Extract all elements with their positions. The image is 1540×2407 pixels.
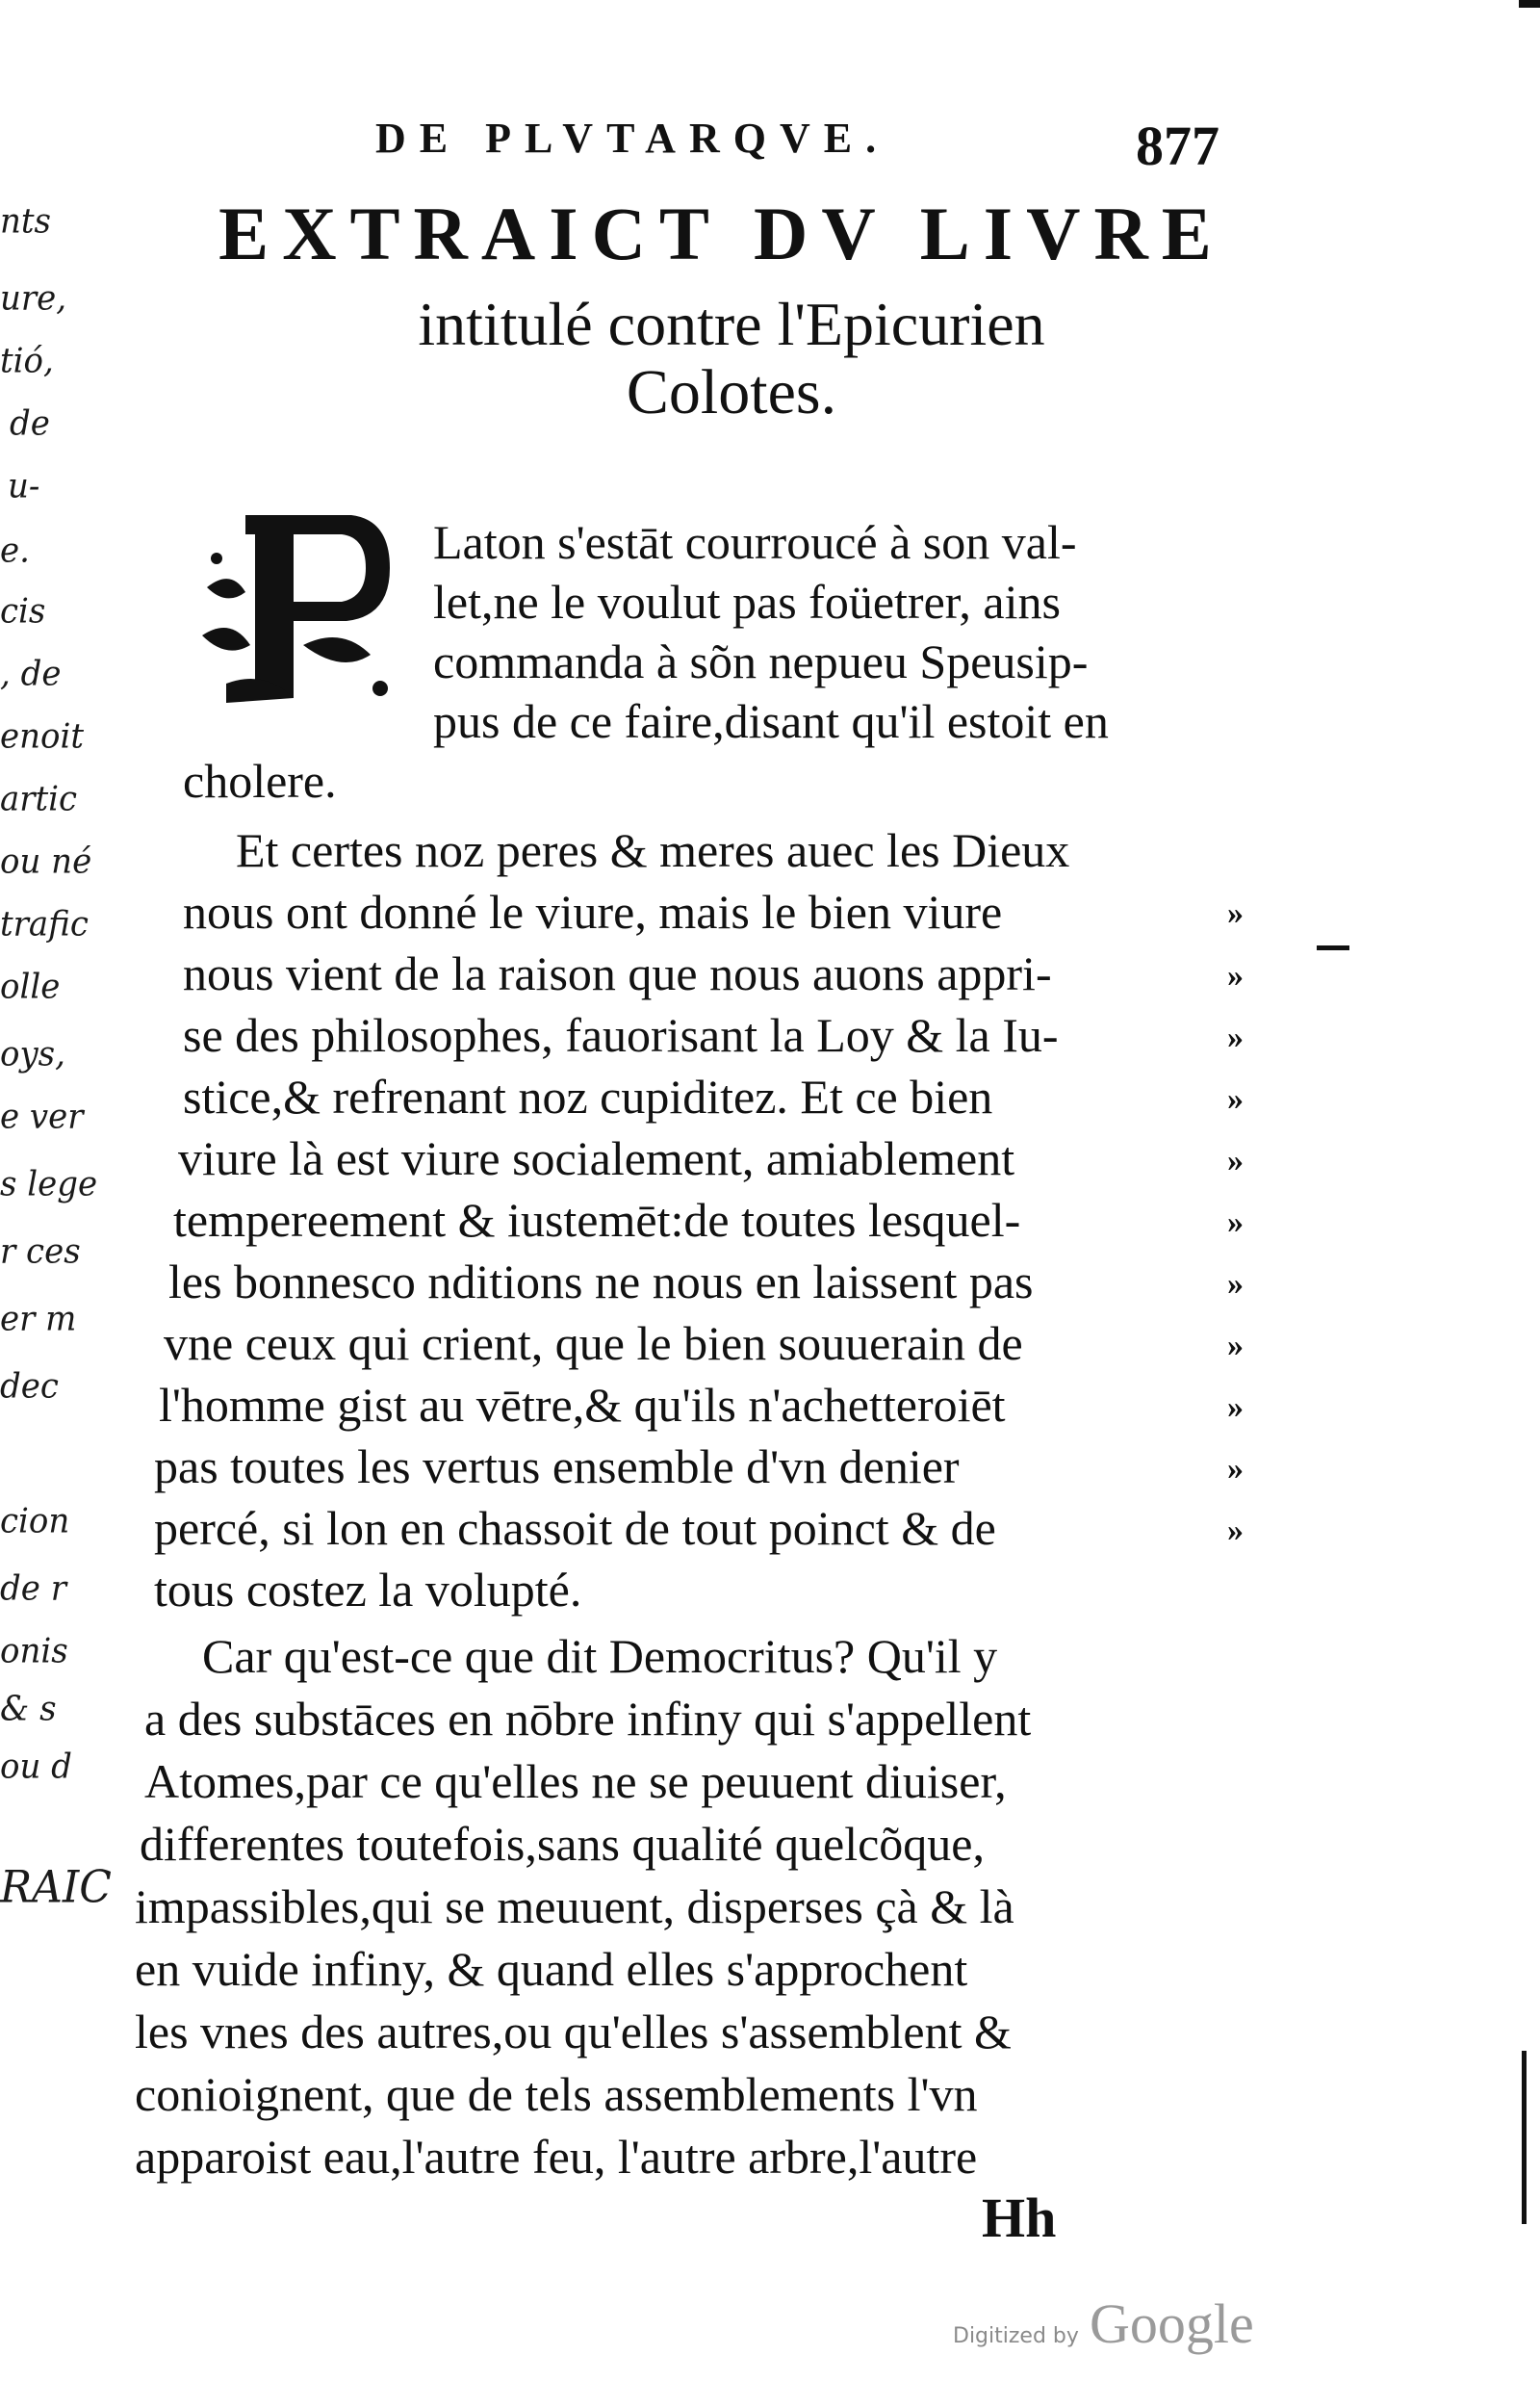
digitized-by-watermark: [953, 2291, 1254, 2356]
margin-quote-mark: »: [1227, 1081, 1244, 1117]
margin-quote-mark: »: [1227, 1204, 1244, 1240]
body-line: differentes toutefois,sans qualité quelcõque,: [140, 1817, 985, 1871]
margin-quote-mark: »: [1227, 1266, 1244, 1302]
bleed-line: & s: [0, 1689, 57, 1729]
facing-page-bleed: [0, 0, 112, 2022]
body-line: les bonnesco nditions ne nous en laissent pas: [168, 1255, 1034, 1308]
bleed-line: artic: [0, 779, 78, 819]
body-line: apparoist eau,l'autre feu, l'autre arbre,l'autre: [135, 2130, 978, 2184]
google-wordmark: Google: [1090, 2292, 1254, 2355]
body-line: pas toutes les vertus ensemble d'vn denier: [154, 1439, 960, 1493]
body-line: Car qu'est-ce que dit Democritus? Qu'il y: [202, 1629, 998, 1683]
body-line: tous costez la volupté.: [154, 1563, 582, 1617]
bleed-line: , de: [0, 654, 62, 694]
digitized-by-label: Digitized by: [953, 2324, 1079, 2348]
body-line: a des substāces en nōbre infiny qui s'appellent: [144, 1692, 1032, 1746]
bleed-line: enoit: [0, 716, 85, 757]
corner-ink-mark: [1519, 0, 1540, 8]
signature-mark: Hh: [982, 2187, 1057, 2249]
bleed-line: de: [10, 403, 50, 444]
bleed-line: e.: [0, 531, 30, 571]
bleed-line: cion: [0, 1501, 70, 1541]
page-edge-mark: [1522, 2051, 1527, 2224]
body-line: conioignent, que de tels assemblements l'vn: [135, 2067, 978, 2121]
bleed-line: s lege: [0, 1164, 98, 1204]
bleed-line: RAIC: [0, 1861, 112, 1914]
bleed-line: e ver: [0, 1097, 84, 1137]
body-line: Et certes noz peres & meres auec les Dieux: [236, 823, 1070, 877]
body-line: nous ont donné le viure, mais le bien viure: [183, 885, 1003, 939]
body-line: pus de ce faire,disant qu'il estoit en: [433, 694, 1109, 748]
bleed-line: dec: [0, 1366, 59, 1407]
bleed-line: oys,: [0, 1034, 65, 1074]
body-line: se des philosophes, fauorisant la Loy & la Iu-: [183, 1008, 1059, 1062]
body-line: cholere.: [183, 754, 337, 808]
body-line: commanda à sõn nepueu Speusip-: [433, 634, 1089, 688]
body-line: stice,& refrenant noz cupiditez. Et ce bien: [183, 1070, 993, 1124]
title-line-2: intitulé contre l'Epicurien: [418, 290, 1045, 358]
bleed-line: ou né: [0, 841, 92, 882]
body-line: en vuide infiny, & quand elles s'approchent: [135, 1942, 968, 1996]
bleed-line: trafic: [0, 904, 89, 945]
margin-quote-mark: »: [1227, 1020, 1244, 1055]
margin-quote-mark: »: [1227, 1389, 1244, 1425]
body-line: les vnes des autres,ou qu'elles s'assemblent &: [135, 2005, 1012, 2058]
bleed-line: onis: [0, 1631, 68, 1671]
body-line: nous vient de la raison que nous auons appri-: [183, 946, 1052, 1000]
body-line: tempereement & iustemēt:de toutes lesquel-: [173, 1193, 1021, 1247]
title-line-3: Colotes.: [626, 357, 837, 427]
bleed-line: olle: [0, 967, 61, 1007]
body-line: impassibles,qui se meuuent, disperses çà & là: [135, 1879, 1014, 1933]
margin-quote-mark: »: [1227, 1328, 1244, 1363]
bleed-line: tió,: [0, 341, 54, 381]
body-line: Atomes,par ce qu'elles ne se peuuent diuiser,: [144, 1754, 1007, 1808]
bleed-line: u-: [8, 466, 40, 506]
running-head: DE PLVTARQVE.: [375, 115, 890, 162]
margin-quote-mark: »: [1227, 895, 1244, 931]
page-number: 877: [1136, 115, 1219, 177]
bleed-line: ure,: [0, 278, 67, 319]
body-line: vne ceux qui crient, que le bien souuerain de: [164, 1316, 1023, 1370]
body-line: viure là est viure socialement, amiablement: [178, 1131, 1015, 1185]
margin-quote-mark: »: [1227, 1513, 1244, 1548]
margin-quote-mark: »: [1227, 1143, 1244, 1178]
margin-dash: [1317, 945, 1349, 950]
body-line: let,ne le voulut pas foüetrer, ains: [433, 575, 1061, 629]
body-line: l'homme gist au vētre,& qu'ils n'achetteroiēt: [159, 1378, 1006, 1432]
bleed-line: cis: [0, 591, 46, 632]
bleed-line: nts: [0, 201, 52, 242]
margin-quote-mark: »: [1227, 958, 1244, 994]
bleed-line: er m: [0, 1299, 77, 1339]
ornament-initial-icon: [188, 501, 409, 712]
body-line: percé, si lon en chassoit de tout poinct & de: [154, 1501, 996, 1555]
bleed-line: r ces: [0, 1231, 81, 1272]
bleed-line: ou d: [0, 1747, 72, 1787]
title-line-1: EXTRAICT DV LIVRE: [218, 192, 1225, 275]
decorated-initial-p: [188, 501, 409, 712]
bleed-line: de r: [0, 1568, 66, 1609]
margin-quote-mark: »: [1227, 1451, 1244, 1487]
body-line: Laton s'estāt courroucé à son val-: [433, 515, 1077, 569]
